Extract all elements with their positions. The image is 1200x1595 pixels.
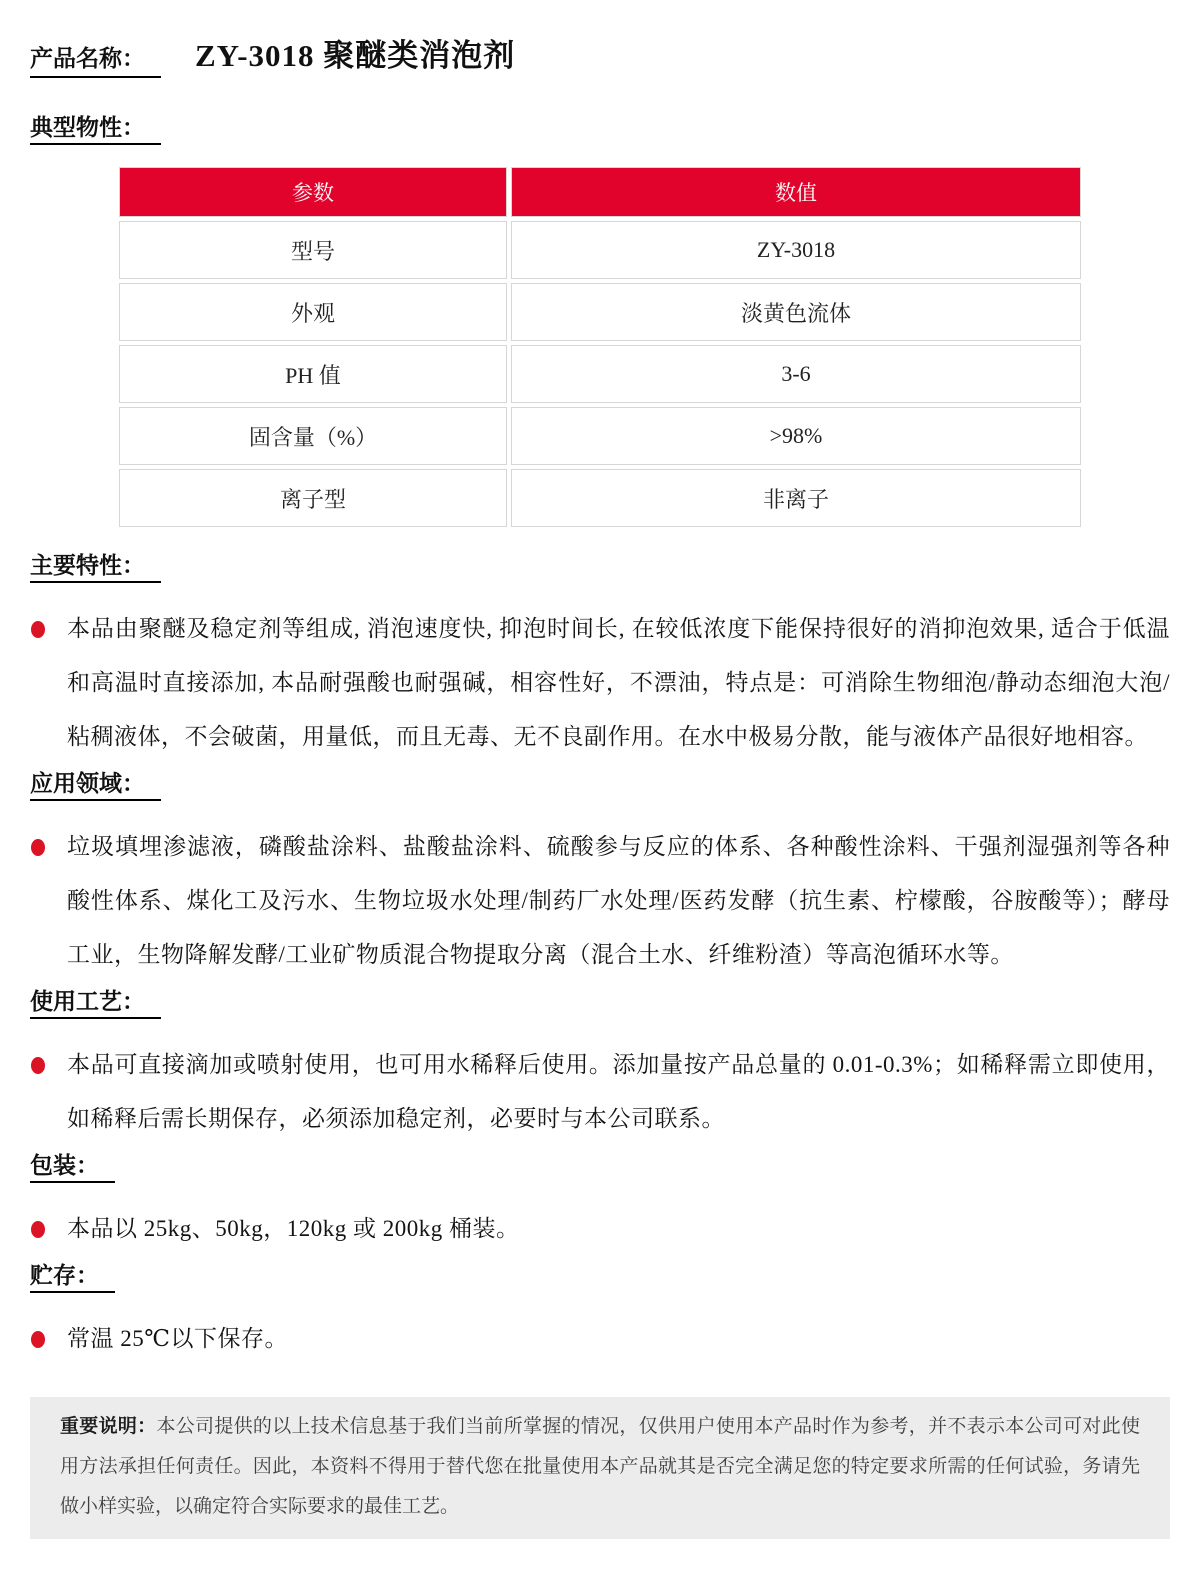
usage-text: 本品可直接滴加或喷射使用，也可用水稀释后使用。添加量按产品总量的 0.01-0.3%；如稀释需立即使用，如稀释后需长期保存，必须添加稳定剂，必要时与本公司联系。 [67,1052,1170,1131]
main-features-item [30,602,1170,764]
packaging-text: 本品以 25kg、50kg，120kg 或 200kg 桶装。 [67,1216,520,1241]
usage-label: 使用工艺： [30,989,161,1019]
important-notice-label: 重要说明： [60,1416,157,1437]
param-cell: 外观 [119,283,507,341]
applications-text: 垃圾填埋渗滤液，磷酸盐涂料、盐酸盐涂料、硫酸参与反应的体系、各种酸性涂料、干强剂湿强剂等各种酸性体系、煤化工及污水、生物垃圾水处理/制药厂水处理/医药发酵（抗生素、柠檬酸，谷胺酸等）；酵母工业，生物降解发酵/工业矿物质混合物提取分离（混合土水、纤维粉渣）等高泡循环水等。 [67,834,1170,967]
section-heading-main-features [30,552,1170,580]
properties-table [115,163,1085,531]
section-heading-packaging [30,1152,1170,1180]
value-cell: 3-6 [511,345,1081,403]
bullet-icon [31,1221,45,1238]
packaging-item [30,1202,1170,1256]
bullet-icon [31,839,45,856]
param-header-cell: 参数 [119,167,507,217]
important-notice-paragraph [60,1407,1140,1527]
packaging-label: 包装： [30,1153,115,1183]
param-cell: 固含量（%） [119,407,507,465]
usage-item [30,1038,1170,1146]
bullet-icon [31,1331,45,1348]
product-name-label: 产品名称： [30,40,161,78]
storage-item [30,1312,1170,1366]
value-cell: ZY-3018 [511,221,1081,279]
value-header-cell: 数值 [511,167,1081,217]
product-title: ZY-3018 聚醚类消泡剂 [195,38,516,73]
param-cell: 型号 [119,221,507,279]
table-row [119,345,1081,403]
section-heading-typical-properties [30,114,1170,142]
param-cell: PH 值 [119,345,507,403]
value-cell: 非离子 [511,469,1081,527]
storage-label: 贮存： [30,1263,115,1293]
table-row [119,407,1081,465]
storage-text: 常温 25℃以下保存。 [67,1326,288,1351]
important-notice-text: 本公司提供的以上技术信息基于我们当前所掌握的情况，仅供用户使用本产品时作为参考，并不表示本公司可对此使用方法承担任何责任。因此，本资料不得用于替代您在批量使用本产品就其是否完全满足您的特定要求所需的任何试验，务请先做小样实验，以确定符合实际要求的最佳工艺。 [60,1416,1140,1517]
value-cell: >98% [511,407,1081,465]
main-features-label: 主要特性： [30,553,161,583]
typical-properties-label: 典型物性： [30,115,161,145]
section-heading-applications [30,770,1170,798]
properties-table-wrap [115,163,1170,531]
product-header [30,30,1170,78]
bullet-icon [31,1057,45,1074]
section-heading-usage [30,988,1170,1016]
applications-item [30,820,1170,982]
table-row [119,469,1081,527]
bullet-icon [31,621,45,638]
section-heading-storage [30,1262,1170,1290]
applications-label: 应用领域： [30,771,161,801]
param-cell: 离子型 [119,469,507,527]
main-features-text: 本品由聚醚及稳定剂等组成, 消泡速度快, 抑泡时间长, 在较低浓度下能保持很好的消抑泡效果, 适合于低温和高温时直接添加, 本品耐强酸也耐强碱，相容性好，不漂油，特点是：可消除生物细泡/静动态细泡大泡/粘稠液体，不会破菌，用量低，而且无毒、无不良副作用。在水中极易分散，能与液体产品很好地相容。 [67,616,1170,749]
important-notice-box [30,1397,1170,1539]
value-cell: 淡黄色流体 [511,283,1081,341]
table-row [119,283,1081,341]
table-header-row [119,167,1081,217]
table-row [119,221,1081,279]
